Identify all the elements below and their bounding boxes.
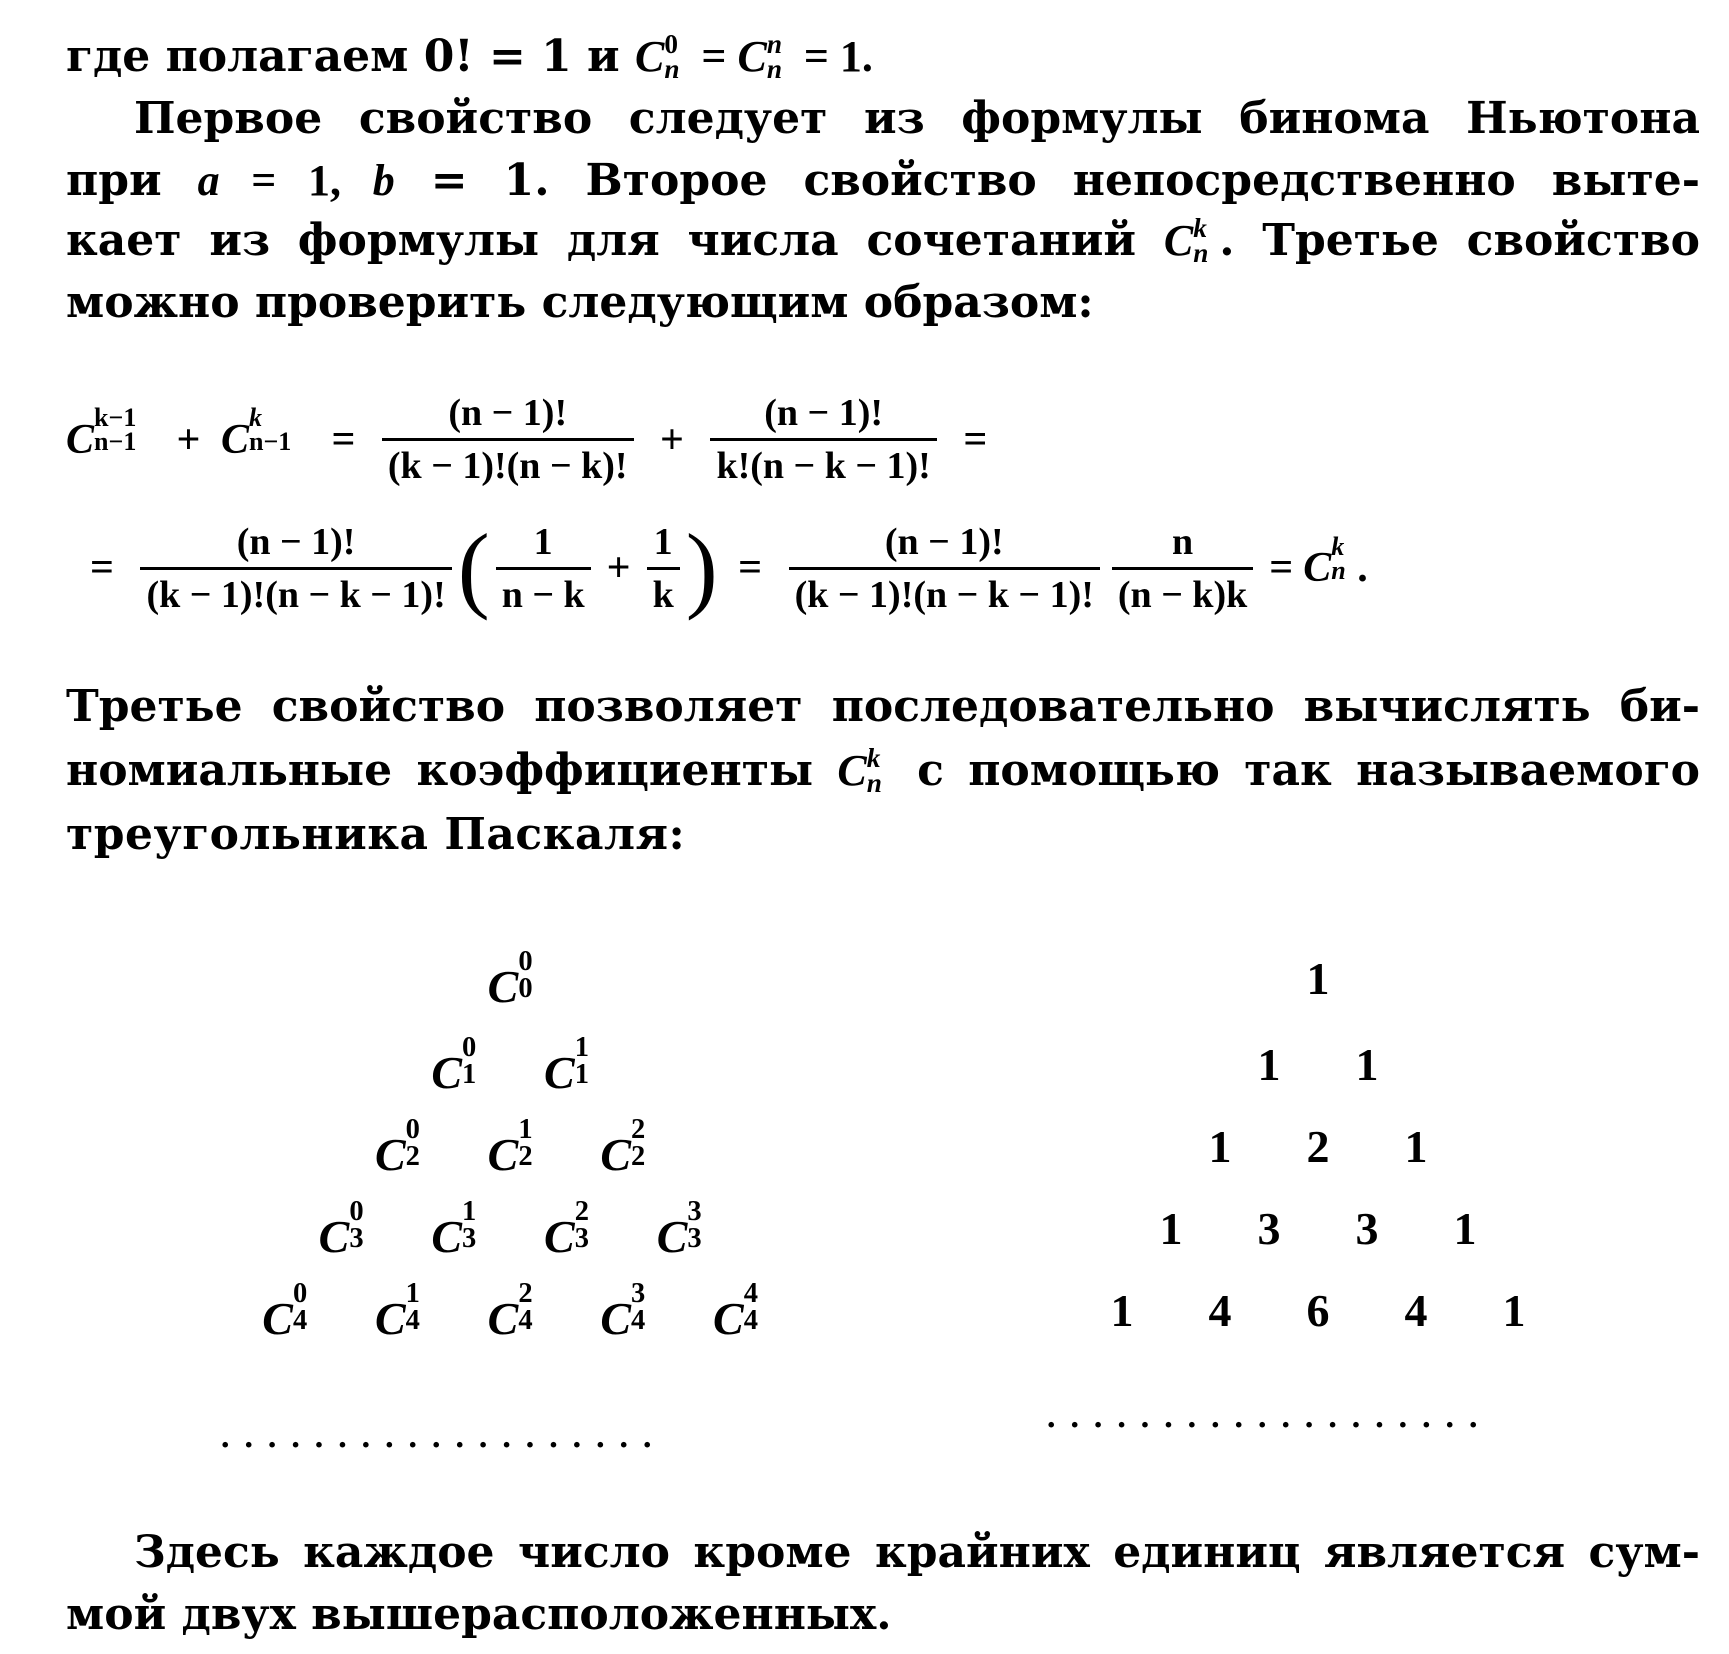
pascal-number: 3	[1355, 1203, 1379, 1254]
var-b: b	[372, 156, 395, 205]
pascal-numeric-row	[1171, 1120, 1465, 1173]
period: .	[1357, 545, 1368, 591]
binom-C-n-n: C n n	[737, 28, 782, 85]
text: =	[690, 32, 738, 81]
binom-coefficient: C 3 4	[600, 1278, 646, 1344]
pascal-number: 3	[1257, 1203, 1281, 1254]
pascal-symbolic-row	[460, 946, 573, 1013]
equals-sign: =	[963, 416, 988, 463]
pascal-numeric-row	[1220, 1038, 1416, 1091]
pascal-number: 1	[1306, 953, 1330, 1004]
pascal-numeric-row	[1073, 1284, 1563, 1337]
binom-coefficient: C 1 3	[431, 1196, 477, 1262]
binom-coefficient: C 3 3	[656, 1196, 702, 1262]
text: = 1. Второе свойство непосредственно выте-	[394, 155, 1700, 206]
fraction-7: $\frac{n}{(n - k)k}$	[1112, 521, 1253, 616]
pascal-symbolic-row	[347, 1114, 685, 1181]
text: при	[66, 155, 198, 206]
equals-sign: =	[738, 545, 763, 591]
pascal-number: 4	[1404, 1285, 1428, 1336]
pascal-number: 1	[1355, 1039, 1379, 1090]
right-paren: )	[685, 514, 718, 621]
text-line-4	[66, 206, 1700, 276]
plus-sign: +	[606, 545, 631, 591]
binom-coefficient: C 4 4	[713, 1278, 758, 1344]
text: . Третье свойство	[1219, 215, 1700, 266]
pascal-numeric-row	[1269, 952, 1367, 1005]
pascal-number: 1	[1110, 1285, 1134, 1336]
ellipsis-row-right: ...................	[1046, 1400, 1492, 1435]
pascal-symbolic-row	[403, 1032, 628, 1099]
binom-coefficient: C 2 4	[487, 1278, 533, 1344]
binom-coefficient: C 1 4	[374, 1278, 420, 1344]
ellipsis-row-left: ...................	[220, 1420, 666, 1455]
plus-sign: +	[176, 416, 201, 463]
text-line-9: Здесь каждое число кроме крайних единиц является сум-	[134, 1527, 1700, 1578]
binom-C-n-0: C 0 n	[635, 28, 680, 85]
binom-coefficient: C 0 3	[318, 1196, 364, 1262]
pascal-number: 4	[1208, 1285, 1232, 1336]
text: = 1,	[219, 156, 373, 205]
pascal-numeric-row	[1122, 1202, 1514, 1255]
text-line-2: Первое свойство следует из формулы бинома Ньютона	[134, 93, 1700, 144]
fraction-3: $\frac{(n - 1)!}{(k - 1)!(n - k - 1)!}$	[140, 521, 451, 616]
binom-coefficient: C 0 0	[487, 946, 533, 1012]
text: с помощью так называемого	[892, 745, 1700, 796]
binom-coefficient: C 0 2	[374, 1114, 420, 1180]
pascal-number: 1	[1257, 1039, 1281, 1090]
pascal-symbolic-row	[234, 1278, 797, 1345]
text-line-5: можно проверить следующим образом:	[66, 277, 1094, 328]
pascal-number: 1	[1208, 1121, 1232, 1172]
text-line-6: Третье свойство позволяет последовательно вычислять би-	[66, 681, 1700, 732]
binom-coefficient: C 2 3	[544, 1196, 589, 1262]
binom-coefficient: C 1 2	[487, 1114, 533, 1180]
pascal-number: 2	[1306, 1121, 1330, 1172]
term-pascal-triangle: треугольника Паскаля	[66, 809, 669, 860]
binom-C-nm1-km1: C k−1 n−1	[66, 403, 137, 463]
pascal-number: 1	[1404, 1121, 1428, 1172]
pascal-symbolic-row	[291, 1196, 742, 1263]
left-paren: (	[457, 514, 490, 621]
pascal-number: 1	[1502, 1285, 1526, 1336]
fraction-2: $\frac{(n - 1)!}{k!(n - k - 1)!}$	[710, 392, 936, 487]
fraction-4: $\frac{1}{n - k}$	[496, 521, 591, 616]
fraction-5: $\frac{1}{k}$	[647, 521, 680, 616]
pascal-number: 1	[1453, 1203, 1477, 1254]
equation-line-1	[66, 392, 1700, 487]
binom-C-n-k: C k n	[837, 742, 882, 799]
fraction-1: $\frac{(n - 1)!}{(k - 1)!(n - k)!}$	[382, 392, 634, 487]
fraction-6: $\frac{(n - 1)!}{(k - 1)!(n - k - 1)!}$	[789, 521, 1100, 616]
pascal-number: 6	[1306, 1285, 1330, 1336]
text: номиальные коэффициенты	[66, 745, 838, 796]
var-a: a	[197, 156, 220, 205]
text: :	[668, 809, 685, 860]
binom-coefficient: C 2 2	[600, 1114, 646, 1180]
binom-C-n-k: C k n	[1303, 531, 1346, 591]
text: = 1.	[792, 32, 873, 81]
equals-sign: =	[331, 416, 356, 463]
binom-coefficient: C 1 1	[544, 1032, 589, 1098]
binom-coefficient: C 0 4	[262, 1278, 308, 1344]
text-line-7	[66, 736, 1700, 806]
text-line-1	[66, 22, 1700, 92]
text: кает из формулы для числа сочетаний	[66, 215, 1164, 266]
binom-coefficient: C 0 1	[431, 1032, 477, 1098]
equals-sign: =	[90, 545, 114, 591]
binom-C-n-k: C k n	[1163, 212, 1209, 269]
plus-sign: +	[660, 416, 684, 463]
text-line-10: мой двух вышерасположенных.	[66, 1589, 892, 1640]
binom-C-nm1-k: C k n−1	[220, 403, 292, 463]
equals-sign: =	[1269, 545, 1294, 591]
text: где полагаем 0! = 1 и	[66, 31, 636, 82]
pascal-number: 1	[1159, 1203, 1183, 1254]
equation-line-2	[80, 514, 1700, 621]
text-line-8	[66, 800, 1700, 870]
